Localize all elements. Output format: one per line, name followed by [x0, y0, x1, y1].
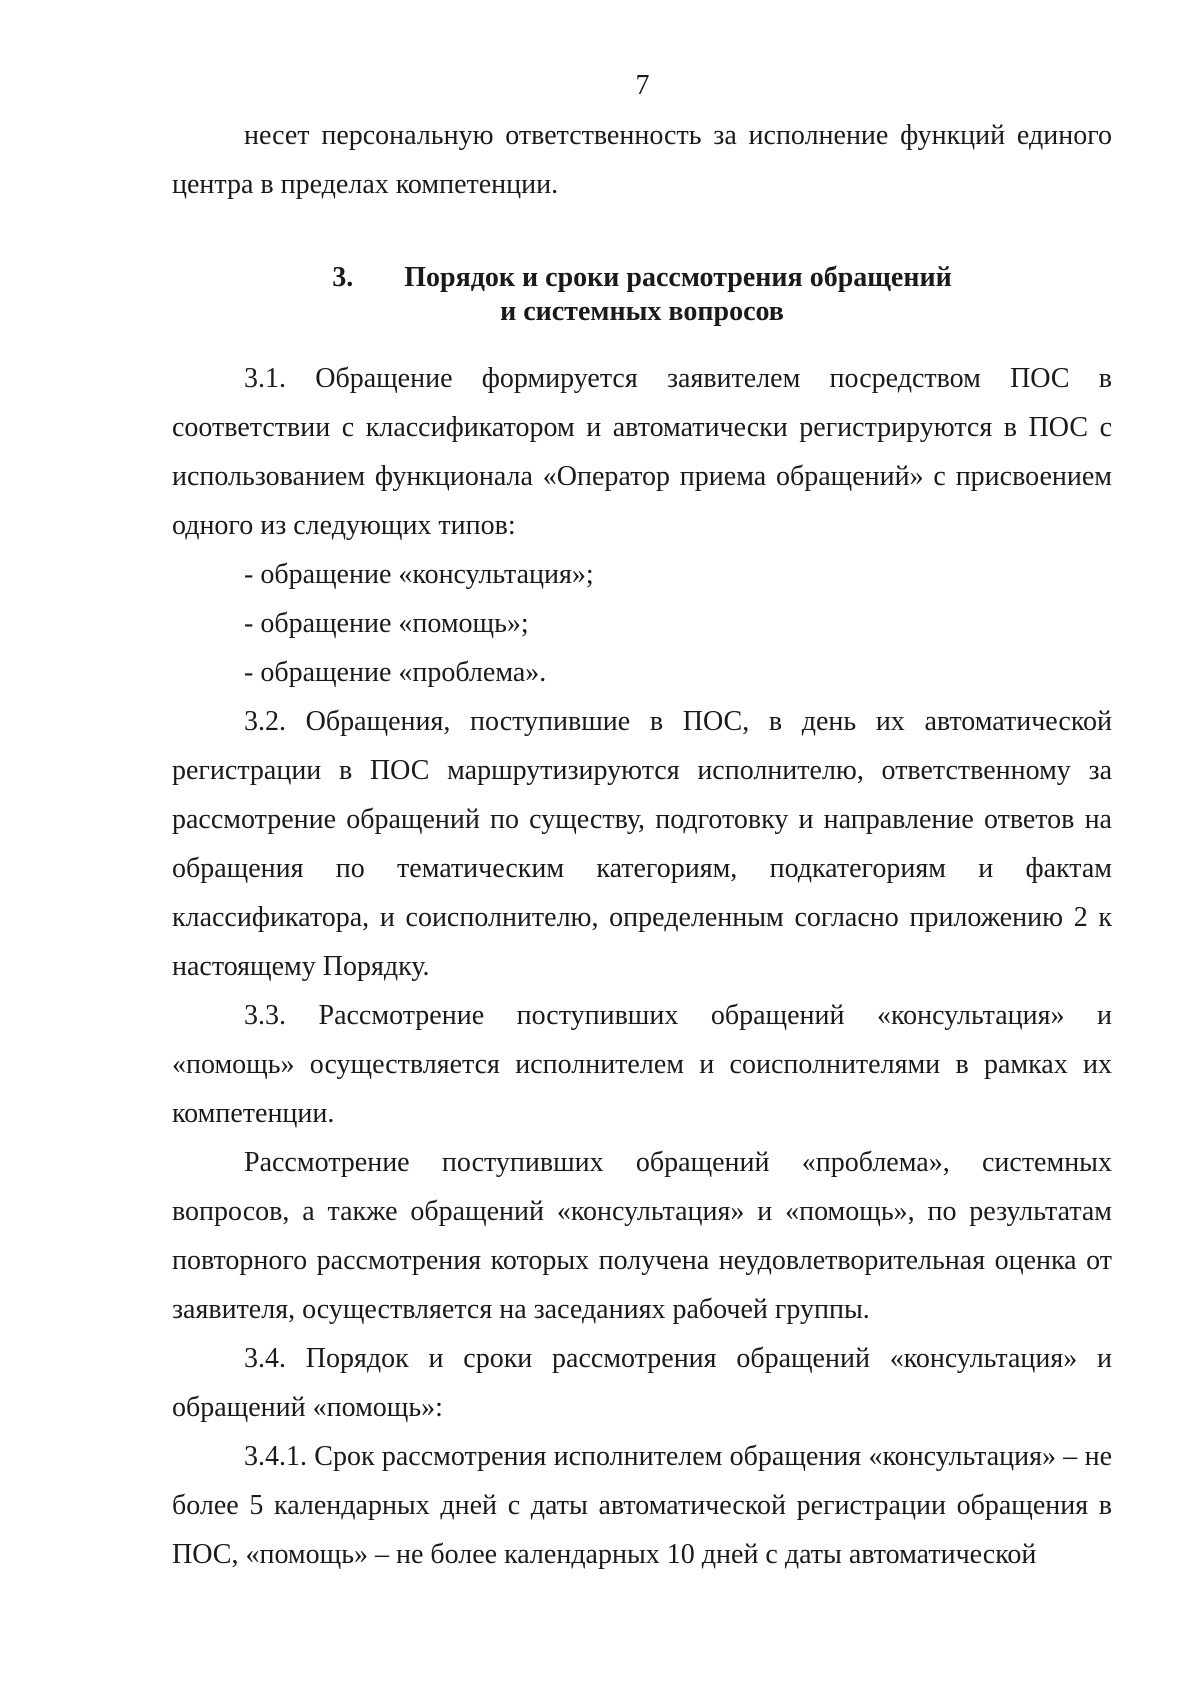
paragraph-3-2: 3.2. Обращения, поступившие в ПОС, в день их автоматической регистрации в ПОС маршрутизируются исполнителю, ответственному за рассмотрение обращений по существу, подготовку и направление ответов на обращения по тематическим категориям, подкатегориям и фактам классификатора, и соисполнителю, определенным согласно приложению 2 к настоящему Порядку. — [172, 706, 1112, 982]
paragraph-3-3-continued: Рассмотрение поступивших обращений «проблема», системных вопросов, а также обращений «консультация» и «помощь», по результатам повторного рассмотрения которых получена неудовлетворительная оценка от заявителя, осуществляется на заседаниях рабочей группы. — [172, 1147, 1112, 1325]
section-heading-line-1 — [172, 261, 1112, 295]
section-number: 3. — [332, 262, 354, 293]
section-heading — [172, 261, 1112, 329]
page-number: 7 — [635, 70, 650, 101]
paragraph-3-4: 3.4. Порядок и сроки рассмотрения обращений «консультация» и обращений «помощь»: — [172, 1343, 1112, 1423]
paragraph-3-3: 3.3. Рассмотрение поступивших обращений «консультация» и «помощь» осуществляется исполнителем и соисполнителями в рамках их компетенции. — [172, 1000, 1112, 1129]
section-title-line-2: и системных вопросов — [500, 296, 784, 327]
section-title-line-1: Порядок и сроки рассмотрения обращений — [404, 262, 952, 293]
paragraph-3-1: 3.1. Обращение формируется заявителем посредством ПОС в соответствии с классификатором и автоматически регистрируются в ПОС с использованием функционала «Оператор приема обращений» с присвоением одного из следующих типов: — [172, 363, 1112, 541]
document-body — [172, 111, 1112, 1579]
paragraph-3-4-1: 3.4.1. Срок рассмотрения исполнителем обращения «консультация» – не более 5 календарных дней с даты автоматической регистрации обращения в ПОС, «помощь» – не более календарных 10 дней с даты автоматической — [172, 1441, 1112, 1570]
list-item-type-problem: - обращение «проблема». — [244, 657, 547, 688]
list-item-type-help: - обращение «помощь»; — [244, 608, 529, 639]
list-item-type-consultation: - обращение «консультация»; — [244, 559, 594, 590]
intro-paragraph: несет персональную ответственность за исполнение функций единого центра в пределах компетенции. — [172, 120, 1112, 200]
